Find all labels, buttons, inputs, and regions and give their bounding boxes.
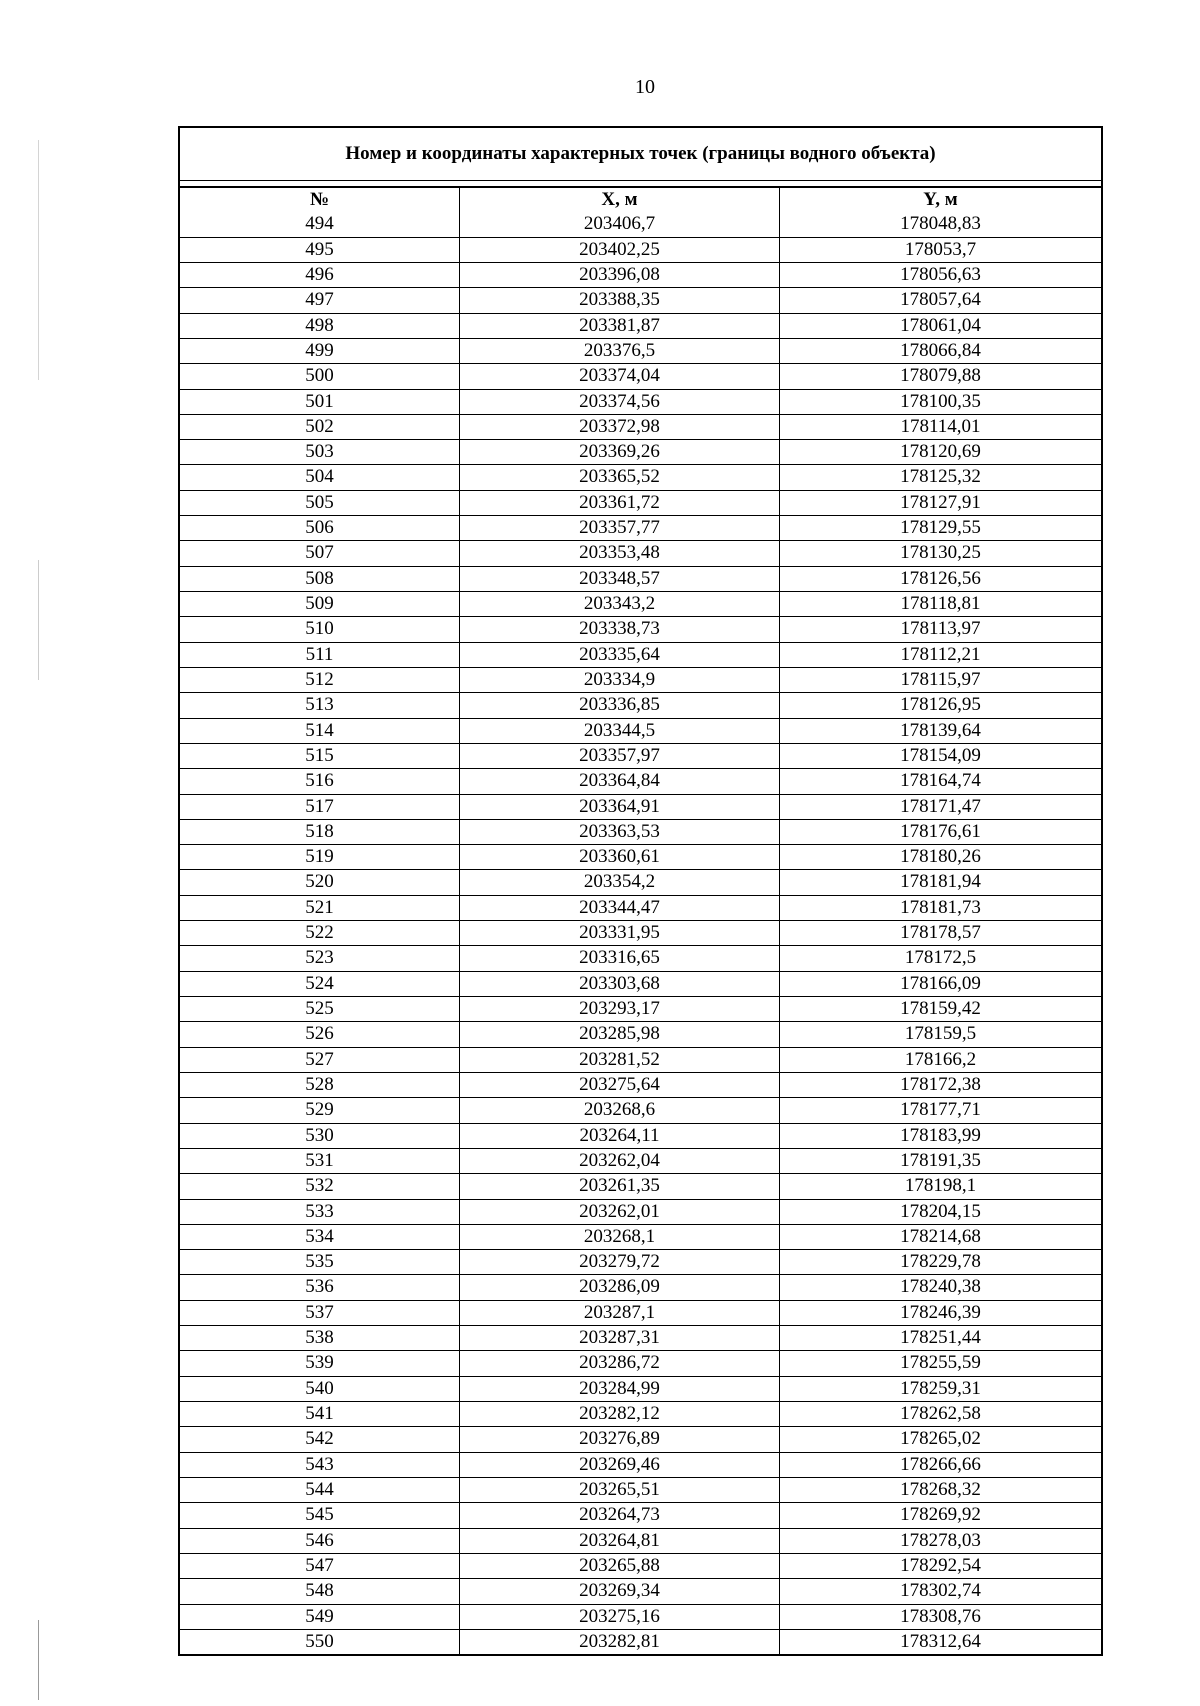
cell-number: 506 xyxy=(180,516,460,540)
cell-x: 203402,25 xyxy=(460,238,780,262)
cell-y: 178166,09 xyxy=(900,972,981,994)
cell-x: 203265,51 xyxy=(460,1478,780,1502)
table-row xyxy=(180,1578,1101,1603)
header-number: № xyxy=(180,188,460,212)
table-row xyxy=(180,1097,1101,1122)
cell-x: 203364,91 xyxy=(460,795,780,819)
table-row xyxy=(180,338,1101,363)
cell-x: 203281,52 xyxy=(460,1048,780,1072)
cell-y: 178262,58 xyxy=(900,1403,981,1424)
cell-x: 203293,17 xyxy=(460,997,780,1021)
cell-x: 203284,99 xyxy=(460,1377,780,1401)
cell-number: 532 xyxy=(180,1174,460,1198)
table-row xyxy=(180,667,1101,692)
cell-number: 525 xyxy=(180,997,460,1021)
cell-y: 178112,21 xyxy=(900,643,981,665)
table-row xyxy=(180,920,1101,945)
table-row xyxy=(180,1604,1101,1629)
table-row xyxy=(180,844,1101,869)
cell-x: 203265,88 xyxy=(460,1554,780,1578)
cell-number: 509 xyxy=(180,592,460,616)
cell-y: 178183,99 xyxy=(900,1124,981,1146)
cell-x: 203285,98 xyxy=(460,1022,780,1046)
cell-number: 520 xyxy=(180,870,460,894)
table-row xyxy=(180,1553,1101,1578)
cell-x: 203361,72 xyxy=(460,491,780,515)
cell-x: 203360,61 xyxy=(460,845,780,869)
cell-y: 178129,55 xyxy=(900,517,981,539)
table-row xyxy=(180,1274,1101,1299)
cell-y: 178302,74 xyxy=(900,1580,981,1602)
table-row xyxy=(180,1249,1101,1274)
cell-y: 178178,57 xyxy=(900,922,981,944)
table-row xyxy=(180,389,1101,414)
cell-y: 178255,59 xyxy=(900,1352,981,1374)
cell-y: 178120,69 xyxy=(900,441,981,463)
table-row xyxy=(180,869,1101,894)
cell-number: 501 xyxy=(180,390,460,414)
cell-x: 203388,35 xyxy=(460,288,780,312)
cell-y: 178154,09 xyxy=(900,744,981,766)
cell-y: 178259,31 xyxy=(900,1377,981,1399)
cell-x: 203261,35 xyxy=(460,1174,780,1198)
cell-y: 178292,54 xyxy=(900,1554,981,1576)
cell-x: 203357,77 xyxy=(460,516,780,540)
table-row xyxy=(180,414,1101,439)
cell-number: 508 xyxy=(180,567,460,591)
table-row xyxy=(180,1325,1101,1350)
cell-y: 178061,04 xyxy=(900,314,981,336)
cell-y: 178139,64 xyxy=(900,719,981,741)
cell-number: 495 xyxy=(180,238,460,262)
table-row xyxy=(180,363,1101,388)
table-row xyxy=(180,945,1101,970)
table-row xyxy=(180,515,1101,540)
table-row xyxy=(180,591,1101,616)
table-row xyxy=(180,692,1101,717)
cell-number: 541 xyxy=(180,1402,460,1426)
title-separator xyxy=(180,181,1101,188)
table-row xyxy=(180,996,1101,1021)
cell-x: 203344,47 xyxy=(460,896,780,920)
cell-y: 178115,97 xyxy=(900,668,981,690)
cell-x: 203287,1 xyxy=(460,1301,780,1325)
cell-y: 178268,32 xyxy=(900,1478,981,1500)
table-row xyxy=(180,464,1101,489)
cell-x: 203374,56 xyxy=(460,390,780,414)
cell-y: 178053,7 xyxy=(904,238,977,260)
cell-x: 203344,5 xyxy=(460,719,780,743)
cell-number: 505 xyxy=(180,491,460,515)
scan-edge-mark xyxy=(38,1620,39,1700)
cell-number: 539 xyxy=(180,1351,460,1375)
cell-number: 548 xyxy=(180,1579,460,1603)
cell-number: 545 xyxy=(180,1503,460,1527)
cell-x: 203282,12 xyxy=(460,1402,780,1426)
table-row xyxy=(180,819,1101,844)
table-body xyxy=(180,212,1101,1654)
table-row xyxy=(180,895,1101,920)
scan-edge-mark xyxy=(38,560,39,680)
cell-x: 203338,73 xyxy=(460,617,780,641)
scan-edge-mark xyxy=(38,140,39,380)
table-row xyxy=(180,768,1101,793)
cell-number: 538 xyxy=(180,1326,460,1350)
cell-y: 178048,83 xyxy=(900,213,981,235)
cell-x: 203287,31 xyxy=(460,1326,780,1350)
cell-number: 542 xyxy=(180,1427,460,1451)
cell-x: 203264,73 xyxy=(460,1503,780,1527)
cell-number: 530 xyxy=(180,1124,460,1148)
table-row xyxy=(180,1148,1101,1173)
cell-y: 178159,5 xyxy=(904,1023,977,1045)
cell-x: 203396,08 xyxy=(460,263,780,287)
cell-number: 529 xyxy=(180,1098,460,1122)
cell-x: 203381,87 xyxy=(460,314,780,338)
cell-y: 178265,02 xyxy=(900,1428,981,1450)
cell-number: 503 xyxy=(180,440,460,464)
cell-x: 203363,53 xyxy=(460,820,780,844)
table-row xyxy=(180,439,1101,464)
cell-x: 203364,84 xyxy=(460,769,780,793)
cell-number: 526 xyxy=(180,1022,460,1046)
cell-x: 203286,72 xyxy=(460,1351,780,1375)
cell-x: 203354,2 xyxy=(460,870,780,894)
table-row xyxy=(180,1300,1101,1325)
table-row xyxy=(180,1199,1101,1224)
cell-number: 537 xyxy=(180,1301,460,1325)
table-row xyxy=(180,566,1101,591)
cell-y: 178312,64 xyxy=(900,1630,981,1652)
cell-number: 507 xyxy=(180,541,460,565)
header-x: X, м xyxy=(460,188,780,212)
cell-y: 178246,39 xyxy=(900,1301,981,1323)
cell-x: 203372,98 xyxy=(460,415,780,439)
table-row xyxy=(180,1224,1101,1249)
cell-x: 203406,7 xyxy=(460,212,780,236)
cell-x: 203343,2 xyxy=(460,592,780,616)
cell-number: 540 xyxy=(180,1377,460,1401)
cell-number: 519 xyxy=(180,845,460,869)
table-row xyxy=(180,616,1101,641)
table-row xyxy=(180,743,1101,768)
cell-number: 547 xyxy=(180,1554,460,1578)
cell-x: 203376,5 xyxy=(460,339,780,363)
cell-number: 531 xyxy=(180,1149,460,1173)
cell-y: 178114,01 xyxy=(900,415,981,437)
cell-number: 535 xyxy=(180,1250,460,1274)
cell-x: 203269,46 xyxy=(460,1453,780,1477)
cell-y: 178191,35 xyxy=(900,1149,981,1171)
cell-y: 178126,95 xyxy=(900,694,981,716)
cell-number: 543 xyxy=(180,1453,460,1477)
cell-y: 178278,03 xyxy=(900,1529,981,1551)
table-row xyxy=(180,212,1101,236)
cell-y: 178204,15 xyxy=(900,1200,981,1222)
cell-x: 203275,64 xyxy=(460,1073,780,1097)
cell-x: 203335,64 xyxy=(460,643,780,667)
cell-y: 178214,68 xyxy=(900,1225,981,1247)
table-row xyxy=(180,971,1101,996)
table-row xyxy=(180,1350,1101,1375)
cell-x: 203303,68 xyxy=(460,972,780,996)
cell-x: 203269,34 xyxy=(460,1579,780,1603)
cell-y: 178266,66 xyxy=(900,1453,981,1475)
table-row xyxy=(180,1502,1101,1527)
cell-number: 498 xyxy=(180,314,460,338)
page-number: 10 xyxy=(635,76,655,98)
cell-number: 546 xyxy=(180,1529,460,1553)
table-row xyxy=(180,1528,1101,1553)
table-row xyxy=(180,313,1101,338)
table-row xyxy=(180,1477,1101,1502)
cell-y: 178177,71 xyxy=(900,1099,981,1121)
cell-number: 500 xyxy=(180,364,460,388)
table-row xyxy=(180,1072,1101,1097)
cell-number: 534 xyxy=(180,1225,460,1249)
cell-y: 178180,26 xyxy=(900,846,981,868)
cell-y: 178176,61 xyxy=(900,820,981,842)
cell-number: 524 xyxy=(180,972,460,996)
cell-x: 203348,57 xyxy=(460,567,780,591)
cell-number: 521 xyxy=(180,896,460,920)
cell-x: 203268,1 xyxy=(460,1225,780,1249)
table-row xyxy=(180,794,1101,819)
cell-number: 514 xyxy=(180,719,460,743)
cell-number: 511 xyxy=(180,643,460,667)
cell-number: 512 xyxy=(180,668,460,692)
cell-y: 178130,25 xyxy=(900,542,981,564)
cell-number: 496 xyxy=(180,263,460,287)
cell-number: 522 xyxy=(180,921,460,945)
cell-y: 178269,92 xyxy=(900,1504,981,1526)
cell-y: 178100,35 xyxy=(900,390,981,412)
cell-y: 178126,56 xyxy=(900,567,981,589)
cell-y: 178164,74 xyxy=(900,770,981,792)
cell-y: 178198,1 xyxy=(904,1175,977,1197)
cell-x: 203374,04 xyxy=(460,364,780,388)
cell-x: 203286,09 xyxy=(460,1275,780,1299)
cell-y: 178127,91 xyxy=(900,491,981,513)
cell-y: 178308,76 xyxy=(900,1605,981,1627)
cell-x: 203282,81 xyxy=(460,1630,780,1654)
cell-number: 515 xyxy=(180,744,460,768)
table-row xyxy=(180,718,1101,743)
table-row xyxy=(180,237,1101,262)
cell-x: 203334,9 xyxy=(460,668,780,692)
table-header-row xyxy=(180,188,1101,212)
cell-x: 203369,26 xyxy=(460,440,780,464)
table-row xyxy=(180,1629,1101,1654)
table-title: Номер и координаты характерных точек (границы водного объекта) xyxy=(180,128,1101,181)
cell-y: 178118,81 xyxy=(900,593,981,614)
cell-x: 203275,16 xyxy=(460,1605,780,1629)
cell-number: 517 xyxy=(180,795,460,819)
cell-x: 203331,95 xyxy=(460,921,780,945)
cell-y: 178172,5 xyxy=(904,947,977,969)
cell-number: 528 xyxy=(180,1073,460,1097)
cell-x: 203262,04 xyxy=(460,1149,780,1173)
cell-x: 203276,89 xyxy=(460,1427,780,1451)
cell-number: 510 xyxy=(180,617,460,641)
cell-number: 513 xyxy=(180,693,460,717)
cell-number: 494 xyxy=(180,212,460,236)
cell-y: 178181,73 xyxy=(900,896,981,918)
cell-y: 178056,63 xyxy=(900,263,981,285)
cell-x: 203264,11 xyxy=(460,1124,780,1148)
cell-y: 178079,88 xyxy=(900,365,981,387)
cell-y: 178172,38 xyxy=(900,1073,981,1095)
cell-number: 533 xyxy=(180,1200,460,1224)
cell-y: 178057,64 xyxy=(900,289,981,311)
cell-y: 178240,38 xyxy=(900,1276,981,1298)
cell-number: 527 xyxy=(180,1048,460,1072)
table-row xyxy=(180,1452,1101,1477)
cell-number: 497 xyxy=(180,288,460,312)
cell-y: 178251,44 xyxy=(900,1327,981,1349)
cell-number: 544 xyxy=(180,1478,460,1502)
table-row xyxy=(180,1426,1101,1451)
table-row xyxy=(180,490,1101,515)
cell-number: 504 xyxy=(180,465,460,489)
header-y: Y, м xyxy=(923,189,958,210)
cell-number: 502 xyxy=(180,415,460,439)
table-row xyxy=(180,1173,1101,1198)
cell-y: 178113,97 xyxy=(900,618,981,640)
cell-x: 203336,85 xyxy=(460,693,780,717)
cell-x: 203268,6 xyxy=(460,1098,780,1122)
cell-number: 518 xyxy=(180,820,460,844)
cell-x: 203264,81 xyxy=(460,1529,780,1553)
cell-x: 203365,52 xyxy=(460,465,780,489)
cell-x: 203279,72 xyxy=(460,1250,780,1274)
table-row xyxy=(180,540,1101,565)
cell-y: 178166,2 xyxy=(904,1048,977,1070)
cell-number: 523 xyxy=(180,946,460,970)
cell-x: 203262,01 xyxy=(460,1200,780,1224)
table-row xyxy=(180,1047,1101,1072)
table-row xyxy=(180,1401,1101,1426)
cell-x: 203357,97 xyxy=(460,744,780,768)
cell-y: 178229,78 xyxy=(900,1251,981,1273)
table-row xyxy=(180,1123,1101,1148)
cell-number: 549 xyxy=(180,1605,460,1629)
table-row xyxy=(180,262,1101,287)
cell-x: 203316,65 xyxy=(460,946,780,970)
cell-y: 178066,84 xyxy=(900,339,981,361)
table-row xyxy=(180,1021,1101,1046)
cell-y: 178181,94 xyxy=(900,871,981,893)
table-row xyxy=(180,1376,1101,1401)
table-row xyxy=(180,287,1101,312)
cell-y: 178125,32 xyxy=(900,466,981,488)
cell-y: 178159,42 xyxy=(900,998,981,1019)
cell-number: 516 xyxy=(180,769,460,793)
cell-number: 499 xyxy=(180,339,460,363)
table-row xyxy=(180,642,1101,667)
cell-x: 203353,48 xyxy=(460,541,780,565)
cell-y: 178171,47 xyxy=(900,795,981,817)
cell-number: 550 xyxy=(180,1630,460,1654)
cell-number: 536 xyxy=(180,1275,460,1299)
coordinates-table xyxy=(178,126,1103,1656)
